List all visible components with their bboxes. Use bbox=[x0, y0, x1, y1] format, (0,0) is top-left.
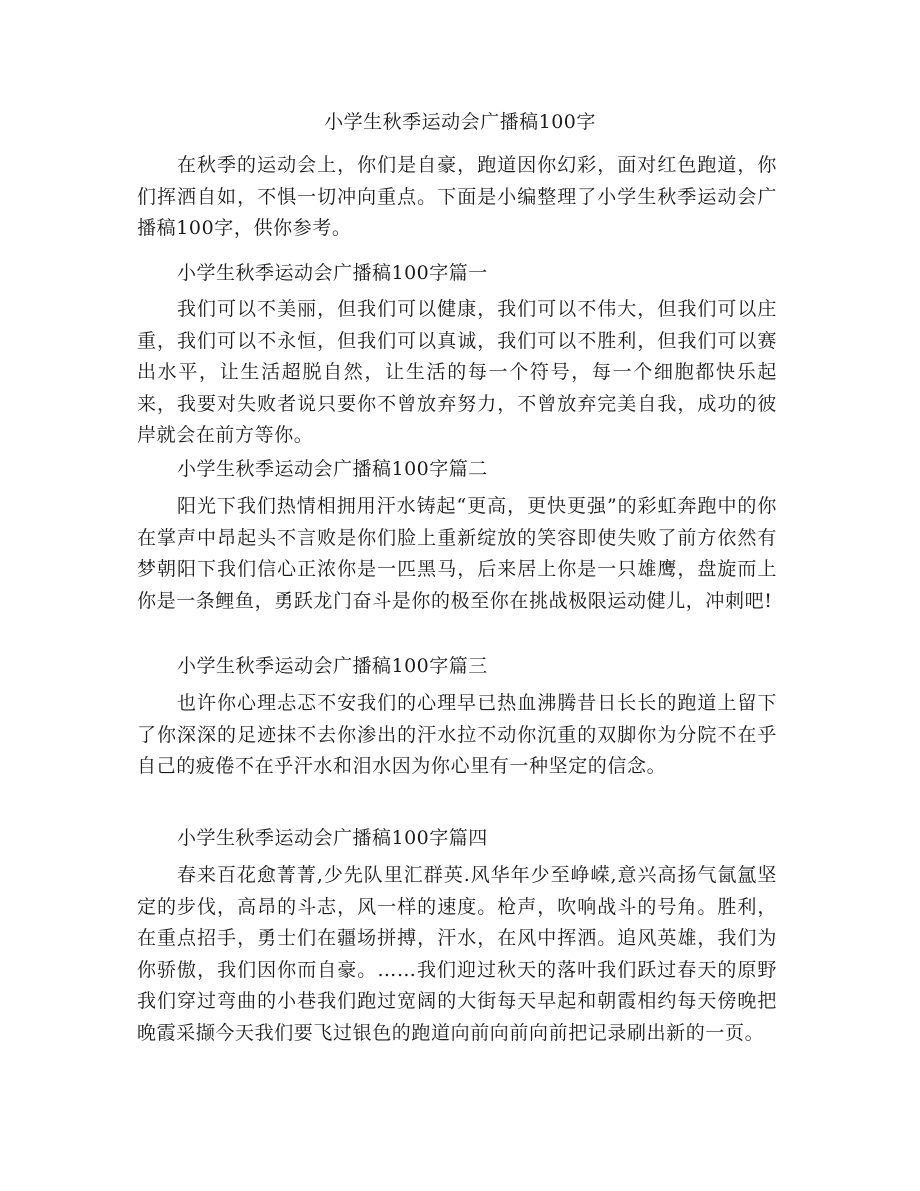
section-heading-1: 小学生秋季运动会广播稿100字篇一 bbox=[177, 262, 488, 284]
section-heading-2: 小学生秋季运动会广播稿100字篇二 bbox=[177, 458, 488, 480]
section-body-4: 春来百花愈菁菁,少先队里汇群英.风华年少至峥嵘,意兴高扬气氤氲坚定的步伐，高昂的斗志，风一样的速度。枪声，吹响战斗的号角。胜利，在重点招手，勇士们在疆场拼搏，汗水，在风中挥洒。追风英雄，我们为你骄傲，我们因你而自豪。……我们迎过秋天的落叶我们跃过春天的原野我们穿过弯曲的小巷我们跑过宽阔的大街每天早起和朝霞相约每天傍晚把晚霞采撷今天我们要飞过银色的跑道向前向前向前把记录刷出新的一页。 bbox=[137, 864, 777, 1044]
intro-paragraph: 在秋季的运动会上，你们是自豪，跑道因你幻彩，面对红色跑道，你们挥洒自如，不惧一切冲向重点。下面是小编整理了小学生秋季运动会广播稿100字，供你参考。 bbox=[137, 154, 777, 239]
section-body-2: 阳光下我们热情相拥用汗水铸起“更高，更快更强”的彩虹奔跑中的你在掌声中昂起头不言败是你们脸上重新绽放的笑容即使失败了前方依然有梦朝阳下我们信心正浓你是一匹黑马，后来居上你是一只雄鹰，盘旋而上你是一条鲤鱼，勇跃龙门奋斗是你的极至你在挑战极限运动健儿，冲刺吧! bbox=[137, 495, 777, 612]
section-body-3: 也许你心理忐忑不安我们的心理早已热血沸腾昔日长长的跑道上留下了你深深的足迹抹不去你渗出的汗水拉不动你沉重的双脚你为分院不在乎自己的疲倦不在乎汗水和泪水因为你心里有一种坚定的信念。 bbox=[137, 692, 777, 777]
section-heading-3: 小学生秋季运动会广播稿100字篇三 bbox=[177, 655, 488, 677]
section-body-1: 我们可以不美丽，但我们可以健康，我们可以不伟大，但我们可以庄重，我们可以不永恒，但我们可以真诚，我们可以不胜利，但我们可以赛出水平，让生活超脱自然，让生活的每一个符号，每一个细胞都快乐起来，我要对失败者说只要你不曾放弃努力，不曾放弃完美自我，成功的彼岸就会在前方等你。 bbox=[137, 298, 777, 446]
document-title: 小学生秋季运动会广播稿100字 bbox=[324, 111, 596, 133]
section-heading-4: 小学生秋季运动会广播稿100字篇四 bbox=[177, 827, 488, 849]
